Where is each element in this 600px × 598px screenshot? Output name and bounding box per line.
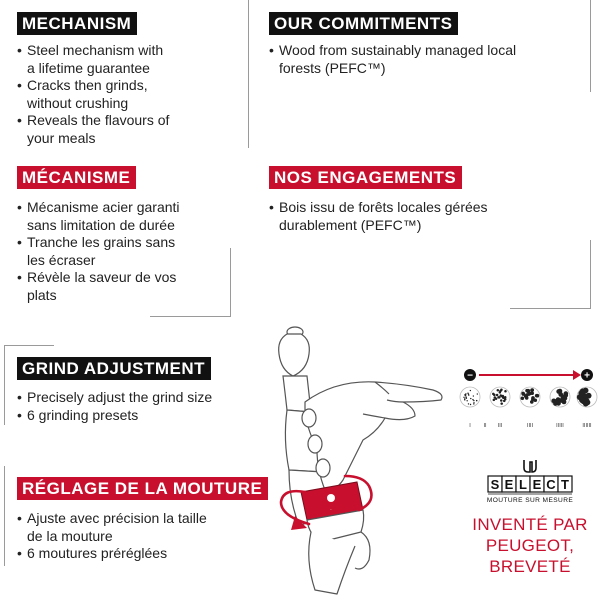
commitments-fr-title: NOS ENGAGEMENTS: [269, 166, 462, 189]
select-logo: [480, 458, 580, 508]
grind-level-label: IIIIII: [582, 423, 592, 429]
svg-text:+: +: [584, 370, 590, 382]
select-subtitle: MOUTURE SUR MESURE: [486, 497, 574, 504]
lower-hand-icon: [307, 510, 370, 594]
claim-line: BREVETÉ: [489, 557, 571, 576]
grind-fr-section: [17, 477, 267, 563]
list-item: • Ajuste avec précision la taille de la mouture: [17, 510, 267, 545]
grind-level-label: IIIII: [556, 423, 564, 429]
list-item: • Reveals the flavours of your meals: [17, 112, 247, 147]
claim-line: INVENTÉ PAR: [472, 515, 588, 534]
list-item: • Mécanisme acier garanti sans limitation de durée: [17, 199, 247, 234]
divider: [590, 240, 591, 308]
select-letter: C: [546, 477, 556, 492]
list-item: • 6 grinding presets: [17, 407, 257, 425]
divider: [230, 248, 231, 316]
divider: [4, 345, 54, 346]
mechanism-en-title: MECHANISM: [17, 12, 137, 35]
list-item: • Precisely adjust the grind size: [17, 389, 257, 407]
claim-line: PEUGEOT,: [485, 536, 575, 555]
list-item: • Steel mechanism with a lifetime guarantee: [17, 42, 247, 77]
grind-level-label: II: [483, 423, 487, 429]
scale-arrowhead-icon: [573, 370, 581, 380]
grind-sample-icon: [520, 387, 540, 407]
grind-sample-icon: [550, 387, 570, 407]
list-item: • Cracks then grinds, without crushing: [17, 77, 247, 112]
grind-level-label: III: [497, 423, 503, 429]
grinder-mark-icon: [524, 460, 536, 472]
commitments-en-title: OUR COMMITMENTS: [269, 12, 458, 35]
divider: [510, 308, 591, 309]
select-letter: L: [519, 477, 527, 492]
divider: [150, 316, 231, 317]
grind-en-title: GRIND ADJUSTMENT: [17, 357, 211, 380]
grind-sample-icon: [460, 387, 480, 407]
patent-claim: [462, 514, 598, 577]
list-item: • Révèle la saveur de vos plats: [17, 269, 247, 304]
svg-text:·: ·: [330, 507, 332, 513]
divider: [4, 466, 5, 566]
select-letter: T: [561, 477, 569, 492]
grind-level-label: IIII: [526, 423, 534, 429]
select-wordmark: [488, 476, 572, 492]
divider: [590, 0, 591, 92]
minus-icon: [464, 369, 476, 382]
grind-scale: [455, 365, 600, 435]
commitments-fr-list: [269, 199, 589, 234]
commitments-en-list: [269, 42, 589, 77]
list-item: • Tranche les grains sans les écraser: [17, 234, 247, 269]
select-letter: S: [490, 477, 500, 492]
divider: [248, 0, 249, 148]
hand-icon: [302, 382, 442, 490]
svg-text:−: −: [467, 370, 473, 382]
grind-level-label: I: [469, 423, 471, 429]
commitments-fr-section: [269, 166, 589, 234]
grind-sample-icon: [577, 387, 597, 407]
mechanism-fr-list: [17, 199, 247, 304]
mechanism-fr-title: MÉCANISME: [17, 166, 136, 189]
grind-fr-list: [17, 510, 267, 563]
grind-en-list: [17, 389, 257, 424]
list-item: • 6 moutures préréglées: [17, 545, 267, 563]
grind-en-section: [17, 357, 257, 424]
divider: [4, 345, 5, 425]
grind-sample-icon: [490, 387, 510, 407]
mechanism-fr-section: [17, 166, 247, 304]
grind-sample-icons: [460, 387, 597, 407]
list-item: • Bois issu de forêts locales gérées durablement (PEFC™): [269, 199, 589, 234]
plus-icon: [581, 369, 593, 382]
select-letter: E: [504, 477, 514, 492]
list-item: • Wood from sustainably managed local forests (PEFC™): [269, 42, 589, 77]
select-letter: E: [532, 477, 542, 492]
pepper-mill-illustration: [265, 320, 475, 598]
commitments-en-section: [269, 12, 589, 77]
grind-fr-title: RÉGLAGE DE LA MOUTURE: [17, 477, 268, 500]
grind-level-labels: [469, 423, 592, 429]
mechanism-en-list: [17, 42, 247, 147]
mechanism-en-section: [17, 12, 247, 147]
